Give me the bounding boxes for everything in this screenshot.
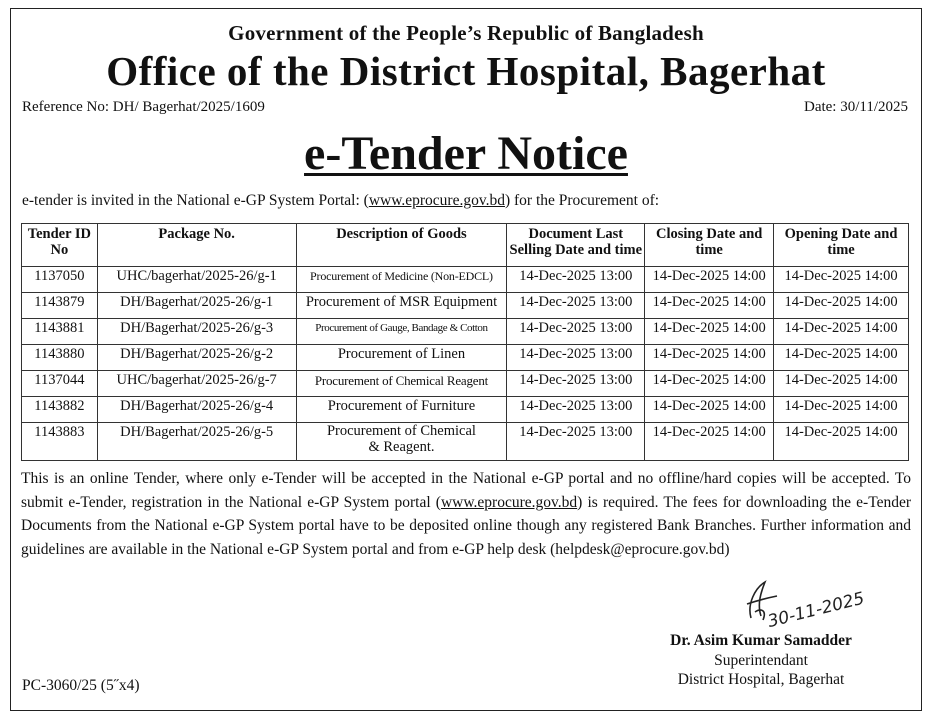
cell-closing: 14-Dec-2025 14:00 xyxy=(645,293,774,319)
cell-closing: 14-Dec-2025 14:00 xyxy=(645,267,774,293)
cell-opening: 14-Dec-2025 14:00 xyxy=(774,345,909,371)
handwritten-signature xyxy=(737,574,867,632)
cell-package: DH/Bagerhat/2025-26/g-4 xyxy=(97,397,296,423)
cell-doc-last: 14-Dec-2025 13:00 xyxy=(507,345,645,371)
signatory-org: District Hospital, Bagerhat xyxy=(677,671,845,688)
cell-tender-id: 1143881 xyxy=(22,319,98,345)
table-row xyxy=(22,293,909,319)
cell-tender-id: 1143882 xyxy=(22,397,98,423)
notice-page xyxy=(10,8,922,711)
cell-closing: 14-Dec-2025 14:00 xyxy=(645,423,774,461)
cell-doc-last: 14-Dec-2025 13:00 xyxy=(507,267,645,293)
table-row xyxy=(22,397,909,423)
cell-tender-id: 1137044 xyxy=(22,371,98,397)
office-heading: Office of the District Hospital, Bagerhat xyxy=(106,48,826,94)
eprocure-link-2[interactable]: www.eprocure.gov.bd xyxy=(440,493,578,511)
cell-package: UHC/bagerhat/2025-26/g-7 xyxy=(97,371,296,397)
cell-doc-last: 14-Dec-2025 13:00 xyxy=(507,397,645,423)
notice-date: Date: 30/11/2025 xyxy=(803,99,908,115)
cell-opening: 14-Dec-2025 14:00 xyxy=(774,293,909,319)
header-tender-id: Tender ID No xyxy=(22,224,98,267)
cell-package: DH/Bagerhat/2025-26/g-2 xyxy=(97,345,296,371)
table-header-row xyxy=(22,224,909,267)
title-text: e-Tender Notice xyxy=(304,127,628,180)
table-row xyxy=(22,423,909,461)
cell-doc-last: 14-Dec-2025 13:00 xyxy=(507,371,645,397)
notice-paragraph xyxy=(21,467,911,561)
header-description: Description of Goods xyxy=(296,224,507,267)
cell-opening: 14-Dec-2025 14:00 xyxy=(774,371,909,397)
cell-doc-last: 14-Dec-2025 13:00 xyxy=(507,423,645,461)
table-row xyxy=(22,319,909,345)
cell-description: Procurement of Furniture xyxy=(296,397,507,423)
cell-description: Procurement of Gauge, Bandage & Cotton xyxy=(296,319,507,345)
header-doc-last: Document Last Selling Date and time xyxy=(507,224,645,267)
intro-line xyxy=(22,192,659,210)
intro-before: e-tender is invited in the National e-GP System Portal: ( xyxy=(22,192,369,209)
cell-description: Procurement of Linen xyxy=(296,345,507,371)
notice-part1: This is an online Tender, where only e-Tender will be accepted in the National e-GP portal and no offline/hard copies will be accepted. To submit e-Tender, registration in the National e-GP System portal ( xyxy=(21,470,911,511)
cell-package: DH/Bagerhat/2025-26/g-1 xyxy=(97,293,296,319)
table-row xyxy=(22,267,909,293)
header-opening: Opening Date and time xyxy=(774,224,909,267)
cell-opening: 14-Dec-2025 14:00 xyxy=(774,423,909,461)
cell-package: DH/Bagerhat/2025-26/g-3 xyxy=(97,319,296,345)
cell-closing: 14-Dec-2025 14:00 xyxy=(645,345,774,371)
header-package: Package No. xyxy=(97,224,296,267)
page-title xyxy=(11,126,921,181)
cell-description: Procurement of Chemical Reagent xyxy=(296,371,507,397)
cell-closing: 14-Dec-2025 14:00 xyxy=(645,319,774,345)
reference-number: Reference No: DH/ Bagerhat/2025/1609 xyxy=(22,99,265,115)
cell-tender-id: 1143883 xyxy=(22,423,98,461)
cell-closing: 14-Dec-2025 14:00 xyxy=(645,397,774,423)
cell-tender-id: 1137050 xyxy=(22,267,98,293)
cell-doc-last: 14-Dec-2025 13:00 xyxy=(507,319,645,345)
signatory-name: Dr. Asim Kumar Samadder xyxy=(670,632,852,649)
signature-icon xyxy=(737,574,867,632)
signatory-role: Superintendant xyxy=(714,652,808,669)
eprocure-link[interactable]: www.eprocure.gov.bd xyxy=(368,192,505,209)
government-heading: Government of the People’s Republic of Bangladesh xyxy=(228,21,704,45)
notice-part2: ) is required. The fees for downloading the e-Tender Documents from the National e-GP System portal have to be deposited online though any registered Bank Branches. Further information and guidelines are available in the National e-GP System portal and from e-GP help desk (helpdesk@eprocure.gov.bd) xyxy=(21,493,912,558)
table-row xyxy=(22,371,909,397)
cell-opening: 14-Dec-2025 14:00 xyxy=(774,319,909,345)
cell-doc-last: 14-Dec-2025 13:00 xyxy=(507,293,645,319)
pc-number: PC-3060/25 (5˝x4) xyxy=(22,677,140,694)
cell-package: DH/Bagerhat/2025-26/g-5 xyxy=(97,423,296,461)
signature-date: 30-11-2025 xyxy=(765,588,867,632)
cell-description: Procurement of MSR Equipment xyxy=(296,293,507,319)
header-closing: Closing Date and time xyxy=(645,224,774,267)
cell-tender-id: 1143880 xyxy=(22,345,98,371)
cell-opening: 14-Dec-2025 14:00 xyxy=(774,397,909,423)
cell-description: Procurement of Medicine (Non-EDCL) xyxy=(296,267,507,293)
cell-opening: 14-Dec-2025 14:00 xyxy=(774,267,909,293)
table-row xyxy=(22,345,909,371)
cell-package: UHC/bagerhat/2025-26/g-1 xyxy=(97,267,296,293)
cell-description: Procurement of Chemical & Reagent. xyxy=(296,423,507,461)
cell-tender-id: 1143879 xyxy=(22,293,98,319)
intro-after: ) for the Procurement of: xyxy=(504,192,660,209)
cell-closing: 14-Dec-2025 14:00 xyxy=(645,371,774,397)
tender-table xyxy=(21,223,909,461)
